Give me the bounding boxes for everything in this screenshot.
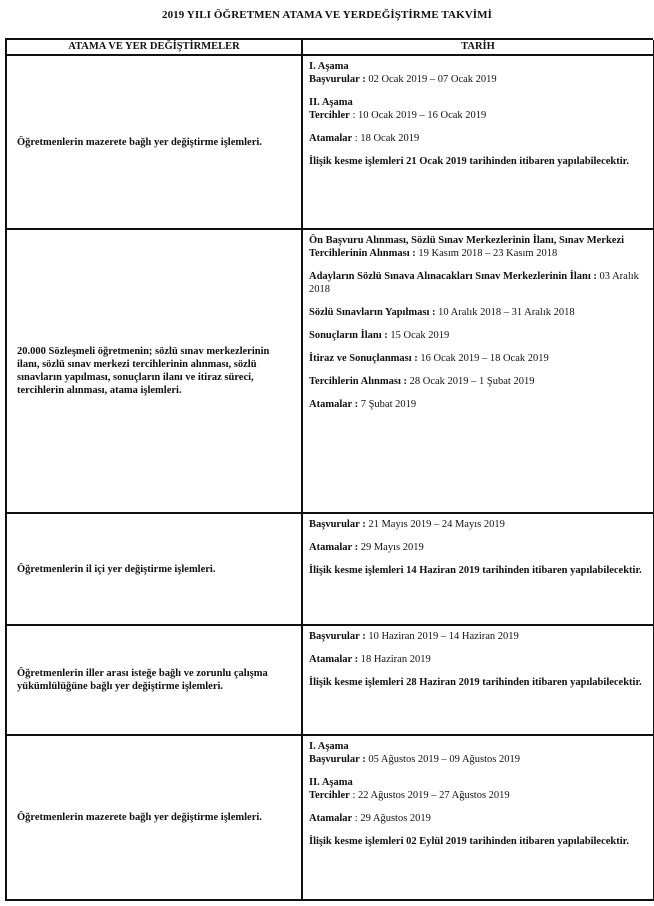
preferences-label: Tercihler (309, 790, 350, 801)
row-label: 20.000 Sözleşmeli öğretmenin; sözlü sınav merkezlerinin ilanı, sözlü sınav merkezi tercihlerinin alınması, sözlü sınavların yapılması, sonuçların ilanı ve itiraz süreci, tercihlerin alınması, atama işlemleri. (17, 346, 270, 396)
table-row-1-label (7, 56, 303, 230)
results-label: Sonuçların İlanı : (309, 330, 388, 341)
row-label: Öğretmenlerin il içi yer değiştirme işlemleri. (17, 563, 216, 575)
table-row-4-label (7, 626, 303, 736)
stage-2-heading: II. Aşama (309, 777, 353, 788)
preferences-value: 28 Ocak 2019 – 1 Şubat 2019 (407, 376, 535, 387)
preferences-label: Tercihlerin Alınması : (309, 376, 408, 387)
table-row-4-dates (303, 626, 654, 736)
appointments-label: Atamalar : (309, 654, 359, 665)
column-header-date: TARİH (303, 40, 654, 56)
applications-value: 02 Ocak 2019 – 07 Ocak 2019 (365, 74, 497, 85)
results-value: 15 Ocak 2019 (387, 330, 450, 341)
appointments-value: 18 Haziran 2019 (358, 654, 431, 665)
applications-label: Başvurular : (309, 754, 366, 765)
table-row-3-label (7, 514, 303, 626)
pre-application-label: Ön Başvuru Alınması, Sözlü Sınav Merkezlerinin İlanı, Sınav Merkezi Tercihlerinin Alınması : (309, 235, 625, 259)
severance-note: İlişik kesme işlemleri 02 Eylül 2019 tarihinden itibaren yapılabilecektir. (309, 836, 629, 847)
pre-application-value: 19 Kasım 2018 – 23 Kasım 2018 (415, 248, 558, 259)
applications-value: 05 Ağustos 2019 – 09 Ağustos 2019 (365, 754, 521, 765)
appointments-value: 29 Mayıs 2019 (358, 542, 424, 553)
applications-value: 21 Mayıs 2019 – 24 Mayıs 2019 (365, 519, 505, 530)
row-label: Öğretmenlerin mazerete bağlı yer değiştirme işlemleri. (17, 136, 262, 148)
appointments-label: Atamalar : (309, 542, 359, 553)
row-label: Öğretmenlerin iller arası isteğe bağlı ve zorunlu çalışma yükümlülüğüne bağlı yer değiştirme işlemleri. (17, 668, 268, 692)
appointments-value: 7 Şubat 2019 (358, 399, 417, 410)
document-title: 2019 YILI ÖĞRETMEN ATAMA VE YERDEĞİŞTİRME TAKVİMİ (161, 9, 493, 21)
applications-label: Başvurular : (309, 74, 366, 85)
table-row-5-label (7, 736, 303, 901)
table-row-1-dates (303, 56, 654, 230)
table-row-3-dates (303, 514, 654, 626)
applications-label: Başvurular : (309, 519, 366, 530)
oral-exams-value: 10 Aralık 2018 – 31 Aralık 2018 (435, 307, 575, 318)
objection-label: İtiraz ve Sonuçlanması : (309, 353, 418, 364)
preferences-value: : 22 Ağustos 2019 – 27 Ağustos 2019 (349, 790, 510, 801)
preferences-label: Tercihler (309, 110, 350, 121)
stage-1-heading: I. Aşama (309, 61, 349, 72)
applications-value: 10 Haziran 2019 – 14 Haziran 2019 (365, 631, 519, 642)
severance-note: İlişik kesme işlemleri 21 Ocak 2019 tarihinden itibaren yapılabilecektir. (309, 156, 629, 167)
appointments-label: Atamalar (309, 813, 353, 824)
appointments-value: : 18 Ocak 2019 (352, 133, 420, 144)
severance-note: İlişik kesme işlemleri 14 Haziran 2019 tarihinden itibaren yapılabilecektir. (309, 565, 642, 576)
appointments-value: : 29 Ağustos 2019 (352, 813, 431, 824)
table-row-5-dates (303, 736, 654, 901)
exam-centers-value: 03 Aralık 2018 (309, 271, 639, 295)
appointments-label: Atamalar : (309, 399, 359, 410)
preferences-value: : 10 Ocak 2019 – 16 Ocak 2019 (349, 110, 487, 121)
exam-centers-label: Adayların Sözlü Sınava Alınacakları Sınav Merkezlerinin İlanı : (309, 271, 597, 282)
appointments-label: Atamalar (309, 133, 353, 144)
table-row-2-dates (303, 230, 654, 514)
severance-note: İlişik kesme işlemleri 28 Haziran 2019 tarihinden itibaren yapılabilecektir. (309, 677, 642, 688)
column-header-operations: ATAMA VE YER DEĞİŞTİRMELER (7, 40, 303, 56)
table-row-2-label (7, 230, 303, 514)
row-label: Öğretmenlerin mazerete bağlı yer değiştirme işlemleri. (17, 812, 262, 823)
applications-label: Başvurular : (309, 631, 366, 642)
stage-2-heading: II. Aşama (309, 97, 353, 108)
schedule-table (5, 38, 653, 901)
stage-1-heading: I. Aşama (309, 741, 349, 752)
oral-exams-label: Sözlü Sınavların Yapılması : (309, 307, 436, 318)
objection-value: 16 Ocak 2019 – 18 Ocak 2019 (417, 353, 549, 364)
